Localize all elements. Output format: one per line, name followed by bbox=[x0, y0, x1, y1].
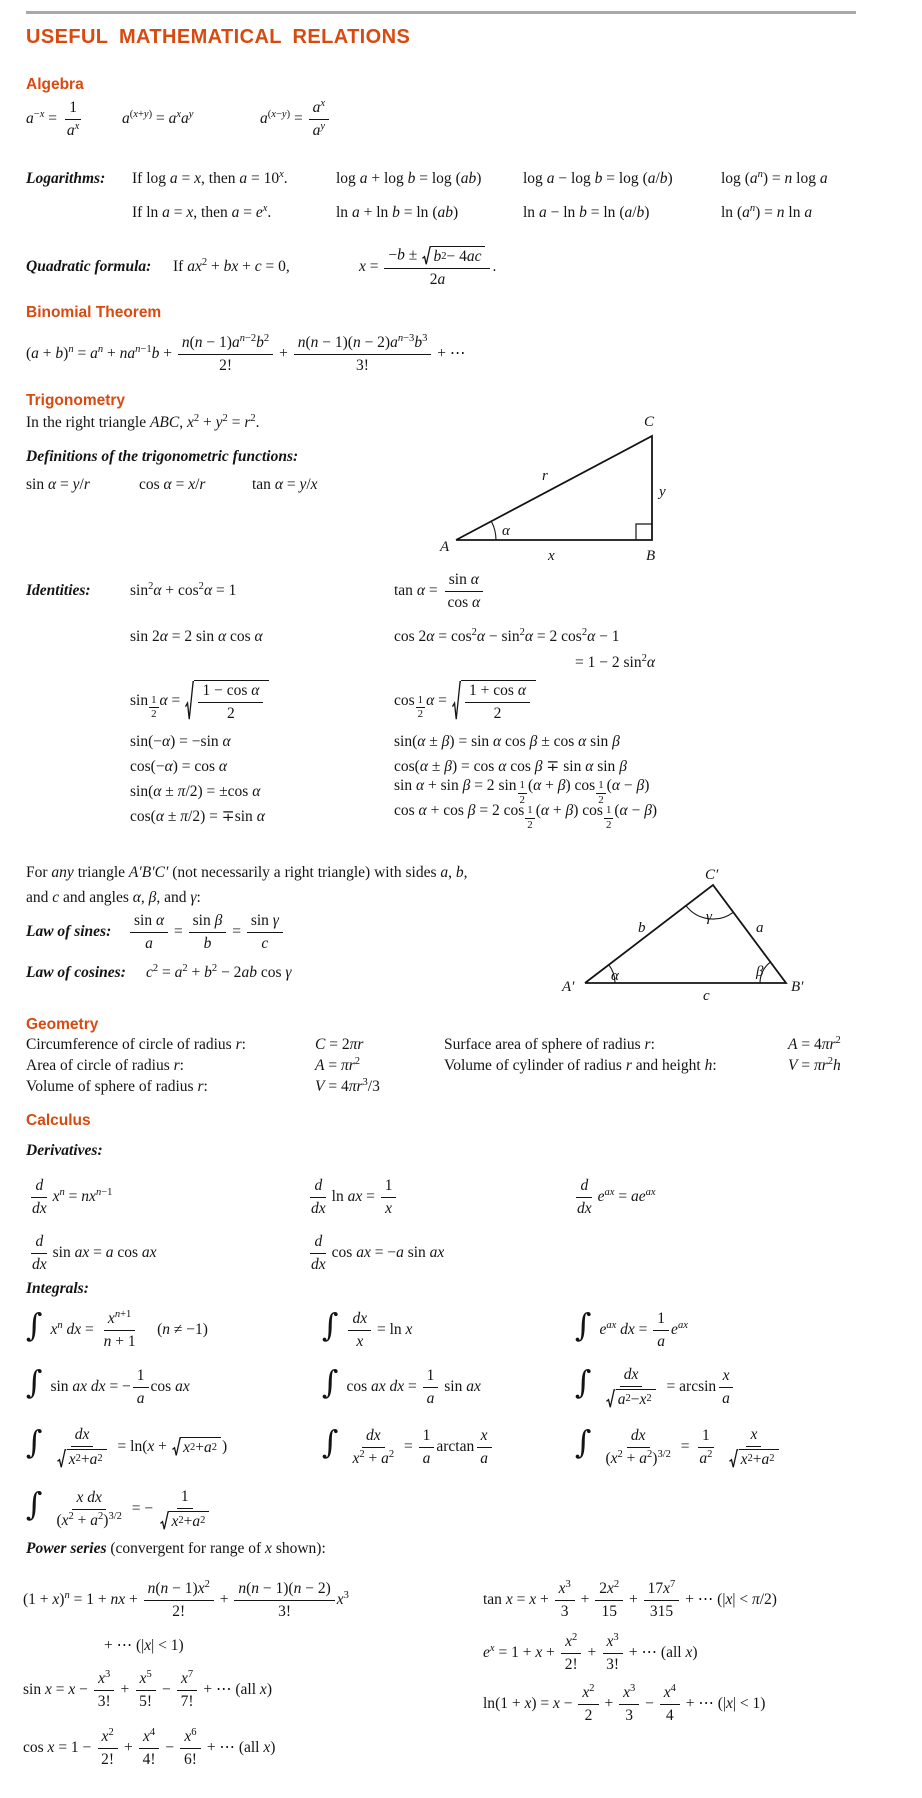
formula-series-exp: $e^x = 1 + x$ + $\frac{x^2}{2!}$ + $\frac{x^3}{3!}$ + ⋯ (all x) bbox=[483, 1631, 698, 1673]
formula-int-sin: ∫ sin ax dx = − $\frac{1}{a}$ cos ax bbox=[26, 1365, 190, 1407]
side-label-c: c bbox=[703, 988, 710, 1003]
oblique-intro-line-1: For any triangle A′B′C′ (not necessarily a right triangle) with sides a, b, bbox=[26, 864, 468, 881]
law-of-cosines-label: Law of cosines: bbox=[26, 964, 126, 981]
right-angle-marker bbox=[636, 524, 652, 540]
power-series-binomial-row bbox=[23, 1572, 483, 1628]
formula-series-tan: tan x = x + $\frac{x^3}{3}$ + $\frac{2x^2}{15}$ + $\frac{17x^7}{315}$ + ⋯ (|x| < π/2) bbox=[483, 1578, 777, 1620]
formula-int-power: ∫ $x^n$ dx = $\frac{x^{n+1}}{n + 1}$ (n ≠ −1) bbox=[26, 1308, 208, 1350]
label-sphere-volume: Volume of sphere of radius r: bbox=[26, 1078, 208, 1095]
formula-exponent-sum: $a^{(x+y)} = a^xa^y$ bbox=[122, 109, 194, 127]
formula-log-def: If log a = x, then $a = 10^x$. bbox=[132, 169, 288, 187]
alpha-angle-arc bbox=[491, 521, 496, 540]
formula-log-power: $\log (a^n) = n$ log a bbox=[721, 169, 828, 187]
trig-intro: In the right triangle ABC, $x^2 + y^2 = r^2$. bbox=[26, 413, 260, 431]
angle-label-beta: β bbox=[756, 964, 764, 980]
right-triangle-figure bbox=[438, 370, 678, 565]
formula-circle-area: $A = \pi r^2$ bbox=[315, 1056, 361, 1074]
power-series-cos-row bbox=[23, 1722, 483, 1774]
derivatives-block bbox=[26, 1172, 656, 1278]
formula-ddx-cos: $\frac{d}{dx}$ cos ax = −a sin ax bbox=[311, 1232, 445, 1273]
formula-series-binomial-cont: + ⋯ (|x| < 1) bbox=[104, 1636, 184, 1654]
formula-sin-half: sin $\frac{1}{2}$ α = $\frac{\text{1 − cos α}}{2}$ bbox=[130, 680, 394, 723]
label-cylinder-volume: Volume of cylinder of radius r and height h: bbox=[444, 1057, 717, 1074]
binomial-row bbox=[26, 326, 465, 382]
integrals-row-2 bbox=[26, 1358, 786, 1416]
oblique-triangle-figure bbox=[560, 868, 820, 1003]
formula-sin-double: sin 2α = 2 sin α cos α bbox=[130, 628, 263, 645]
side-label-x: x bbox=[548, 548, 555, 564]
geometry-row-3 bbox=[26, 1078, 841, 1099]
formula-quadratic-condition: If $ax^2$ + bx + c = 0, bbox=[173, 257, 290, 275]
formula-cos-neg: cos(−α) = cos α bbox=[130, 757, 228, 775]
formula-ddx-sin: $\frac{d}{dx}$ sin ax = a cos ax bbox=[32, 1232, 157, 1273]
logarithms-row-2 bbox=[26, 204, 812, 222]
formula-sin-shift: sin(α ± π/2) = ±cos α bbox=[130, 782, 261, 800]
formula-exponent-diff: $a^{(x-y)}$ = $\frac{a^x}{a^y}$ bbox=[260, 99, 331, 140]
identity-row-1 bbox=[26, 566, 657, 616]
identity-row-3 bbox=[26, 676, 657, 726]
formula-binomial: $(a + b)^n = a^n + na^{n-1}b$ + $\frac{n(n - 1)a^{n-2}b^2}{2!}$ + $\frac{n(n - 1)(n - 2)a^{n-3}b^3}{3!}$ + ⋯ bbox=[26, 332, 466, 374]
formula-tan-def: tan α = y/x bbox=[252, 476, 318, 493]
identity-row-7 bbox=[26, 804, 657, 829]
section-heading-algebra: Algebra bbox=[26, 76, 84, 93]
formula-cos-sum: cos(α ± β) = cos α cos β ∓ sin α sin β bbox=[394, 758, 627, 775]
formula-int-arcsin: ∫ dx a 2 − x 2 = arcsin $\frac{x}{a}$ bbox=[575, 1366, 736, 1409]
derivatives-label: Derivatives: bbox=[26, 1142, 103, 1159]
integrals-row-1 bbox=[26, 1302, 786, 1358]
angle-label-alpha: α bbox=[502, 523, 510, 539]
power-series-label: Power series bbox=[26, 1540, 107, 1557]
power-series-right-column bbox=[483, 1572, 777, 1730]
vertex-label-b-prime: B′ bbox=[791, 979, 804, 995]
section-heading-trigonometry: Trigonometry bbox=[26, 392, 126, 409]
geometry-row-1 bbox=[26, 1036, 841, 1057]
integrals-label: Integrals: bbox=[26, 1280, 89, 1297]
formula-log-diff: log a − log b = log (a/b) bbox=[523, 170, 673, 187]
power-series-left-column bbox=[23, 1572, 483, 1774]
section-heading-binomial: Binomial Theorem bbox=[26, 304, 162, 321]
angle-label-gamma: γ bbox=[706, 909, 712, 925]
logarithms-row-1 bbox=[26, 170, 828, 188]
formula-cos-plus-cos: cos α + cos β = 2 cos $\frac{1}{2}$ (α + β) cos $\frac{1}{2}$ (α − β) bbox=[394, 802, 658, 831]
identities-label: Identities: bbox=[26, 582, 91, 599]
integrals-row-3 bbox=[26, 1416, 786, 1478]
formula-law-of-sines: $\frac{\text{sin α}}{a}$ = $\frac{\text{sin β}}{b}$ = $\frac{\text{sin γ}}{c}$ bbox=[128, 912, 285, 953]
vertex-label-a: A bbox=[440, 539, 450, 555]
section-heading-geometry: Geometry bbox=[26, 1016, 99, 1033]
formula-series-binomial: $(1 + x)^n = 1$ + nx + $\frac{n(n - 1)x^2}{2!}$ + $\frac{n(n - 1)(n - 2)}{3!}$ $x^3$ bbox=[23, 1578, 349, 1620]
formula-circle-circumference: C = 2πr bbox=[315, 1036, 364, 1053]
formula-ddx-power: $\frac{d}{dx}$ $x^n = nx^{n-1}$ bbox=[32, 1176, 113, 1217]
power-series-label-row bbox=[26, 1540, 326, 1558]
vertex-label-c-prime: C′ bbox=[705, 868, 719, 883]
formula-pythagorean-identity: $\sin^2\alpha + \cos^2\alpha = 1$ bbox=[130, 581, 237, 599]
formula-quadratic: x = −b ± b 2 − 4 ac 2a . bbox=[359, 246, 497, 288]
identity-row-5 bbox=[26, 754, 657, 779]
formula-cylinder-volume: $V = \pi r^2h$ bbox=[788, 1056, 841, 1074]
label-circle-area: Area of circle of radius r: bbox=[26, 1057, 184, 1074]
formula-cos-double: $\cos 2\alpha = \cos^2\alpha - \sin^2\alpha = 2$ $\cos^2\alpha - 1$ bbox=[394, 627, 620, 645]
power-series-tan-row bbox=[483, 1572, 777, 1628]
formula-tan-identity: tan α = $\frac{\text{sin α}}{\text{cos α}}$ bbox=[394, 571, 486, 612]
formula-cos-double-cont: = 1 − 2 $\sin^2\alpha$ bbox=[575, 653, 655, 671]
formula-ln-def: If ln a = x, then $a = e^x$. bbox=[132, 203, 272, 221]
formula-cos-def: cos α = x/r bbox=[139, 476, 206, 493]
formula-cos-shift: cos(α ± π/2) = ∓sin α bbox=[130, 808, 265, 825]
integrals-row-4 bbox=[26, 1478, 786, 1540]
trig-defs-row bbox=[26, 476, 318, 494]
formula-law-of-cosines: $c^2 = a^2 + b^2 - 2ab$ cos γ bbox=[146, 963, 292, 981]
formula-sin-neg: sin(−α) = −sin α bbox=[130, 732, 231, 750]
formula-sphere-area: $A = 4\pi r^2$ bbox=[788, 1035, 841, 1053]
formula-ln-diff: ln a − ln b = ln (a/b) bbox=[523, 204, 650, 221]
power-series-binomial-cont bbox=[23, 1632, 483, 1658]
law-of-sines-row bbox=[26, 906, 285, 958]
formula-cos-half: cos $\frac{1}{2}$ α = $\frac{\text{1 + cos α}}{2}$ bbox=[394, 680, 537, 723]
angle-label-alpha: α bbox=[611, 968, 619, 984]
formula-int-xdx-three-halves: ∫ $\frac{\text{x dx}}{(x^2 + a^2)^{3/2}}$ = − 1 x 2 + a 2 bbox=[26, 1488, 216, 1531]
section-heading-calculus: Calculus bbox=[26, 1112, 91, 1129]
identity-row-6 bbox=[26, 779, 657, 804]
formula-sin-sum: sin(α ± β) = sin α cos β ± cos α sin β bbox=[394, 732, 620, 750]
identities-block bbox=[26, 566, 657, 829]
formula-ln-power: $\ln (a^n) = n$ ln a bbox=[721, 203, 813, 221]
formula-series-sin: sin x = x − $\frac{x^3}{3!}$ + $\frac{x^5}{5!}$ − $\frac{x^7}{7!}$ + ⋯ (all x) bbox=[23, 1668, 272, 1710]
formula-int-sqrt-log: ∫ dx x 2 + a 2 = ln(x + x 2 + a 2 ) bbox=[26, 1425, 228, 1468]
identity-row-2-cont bbox=[26, 650, 657, 676]
formula-int-three-halves: ∫ $\frac{dx}{(x^2 + a^2)^{3/2}}$ = $\frac{1}{a^2}$ x x 2 + a 2 bbox=[575, 1426, 786, 1469]
formula-sin-def: sin α = y/r bbox=[26, 476, 90, 493]
formula-sphere-volume: $V = 4\pi r^3/3$ bbox=[315, 1077, 380, 1095]
integrals-block bbox=[26, 1302, 786, 1540]
identity-row-2 bbox=[26, 624, 657, 650]
formula-int-cos: ∫ cos ax dx = $\frac{1}{a}$ sin ax bbox=[322, 1365, 481, 1407]
logarithms-label: Logarithms: bbox=[26, 170, 106, 187]
formula-neg-exponent: $a^{-x}$ = $\frac{1}{a^x}$ bbox=[26, 98, 80, 139]
formula-int-recip: ∫ $\frac{dx}{x}$ = ln x bbox=[322, 1308, 413, 1350]
formula-int-exp: ∫ $e^{ax}$ dx = $\frac{1}{a}$ $e^{ax}$ bbox=[575, 1308, 688, 1350]
vertex-label-c: C bbox=[644, 414, 655, 430]
side-label-r: r bbox=[542, 468, 548, 484]
geometry-row-2 bbox=[26, 1057, 841, 1078]
power-series-label-rest: (convergent for range of x shown): bbox=[106, 1540, 326, 1557]
formula-series-ln: ln(1 + x) = x − $\frac{x^2}{2}$ + $\frac{x^3}{3}$ − $\frac{x^4}{4}$ + ⋯ (|x| < 1) bbox=[483, 1682, 766, 1724]
derivatives-row-2 bbox=[26, 1228, 656, 1278]
trig-defs-label: Definitions of the trigonometric functions: bbox=[26, 448, 299, 465]
law-of-sines-label: Law of sines: bbox=[26, 923, 112, 940]
formula-log-sum: log a + log b = log (ab) bbox=[336, 170, 482, 187]
formula-ddx-ln: $\frac{d}{dx}$ ln ax = $\frac{1}{x}$ bbox=[305, 1177, 571, 1218]
vertex-label-b: B bbox=[646, 548, 656, 564]
formula-series-cos: cos x = 1 − $\frac{x^2}{2!}$ + $\frac{x^4}{4!}$ − $\frac{x^6}{6!}$ + ⋯ (all x) bbox=[23, 1726, 276, 1768]
derivatives-row-1 bbox=[26, 1172, 656, 1222]
label-sphere-area: Surface area of sphere of radius r: bbox=[444, 1036, 655, 1053]
power-series-sin-row bbox=[23, 1664, 483, 1716]
side-label-b: b bbox=[638, 920, 646, 936]
quadratic-label: Quadratic formula: bbox=[26, 258, 152, 275]
geometry-block bbox=[26, 1036, 841, 1099]
formula-ddx-exp: $\frac{d}{dx}$ $e^{ax} = ae^{ax}$ bbox=[577, 1176, 656, 1217]
identity-row-4 bbox=[26, 729, 657, 754]
formula-sin-plus-sin: sin α + sin β = 2 sin $\frac{1}{2}$ (α + β) cos $\frac{1}{2}$ (α − β) bbox=[394, 777, 650, 806]
side-label-a: a bbox=[756, 920, 764, 936]
vertex-label-a-prime: A′ bbox=[562, 979, 575, 995]
oblique-intro-line-2: and c and angles α, β, and γ: bbox=[26, 889, 201, 906]
quadratic-row bbox=[26, 238, 496, 296]
law-of-cosines-row bbox=[26, 960, 291, 986]
formula-int-arctan: ∫ $\frac{dx}{x^2 + a^2}$ = $\frac{1}{a}$ arctan $\frac{x}{a}$ bbox=[322, 1427, 575, 1468]
formula-ln-sum: ln a + ln b = ln (ab) bbox=[336, 204, 459, 221]
power-series-exp-row bbox=[483, 1628, 777, 1678]
label-circle-circumference: Circumference of circle of radius r: bbox=[26, 1036, 246, 1053]
top-rule bbox=[26, 11, 856, 14]
power-series-ln-row bbox=[483, 1678, 777, 1730]
power-series-block bbox=[23, 1572, 777, 1774]
side-label-y: y bbox=[659, 484, 666, 500]
algebra-formula-row bbox=[26, 94, 331, 144]
page-title: USEFUL MATHEMATICAL RELATIONS bbox=[26, 26, 411, 48]
